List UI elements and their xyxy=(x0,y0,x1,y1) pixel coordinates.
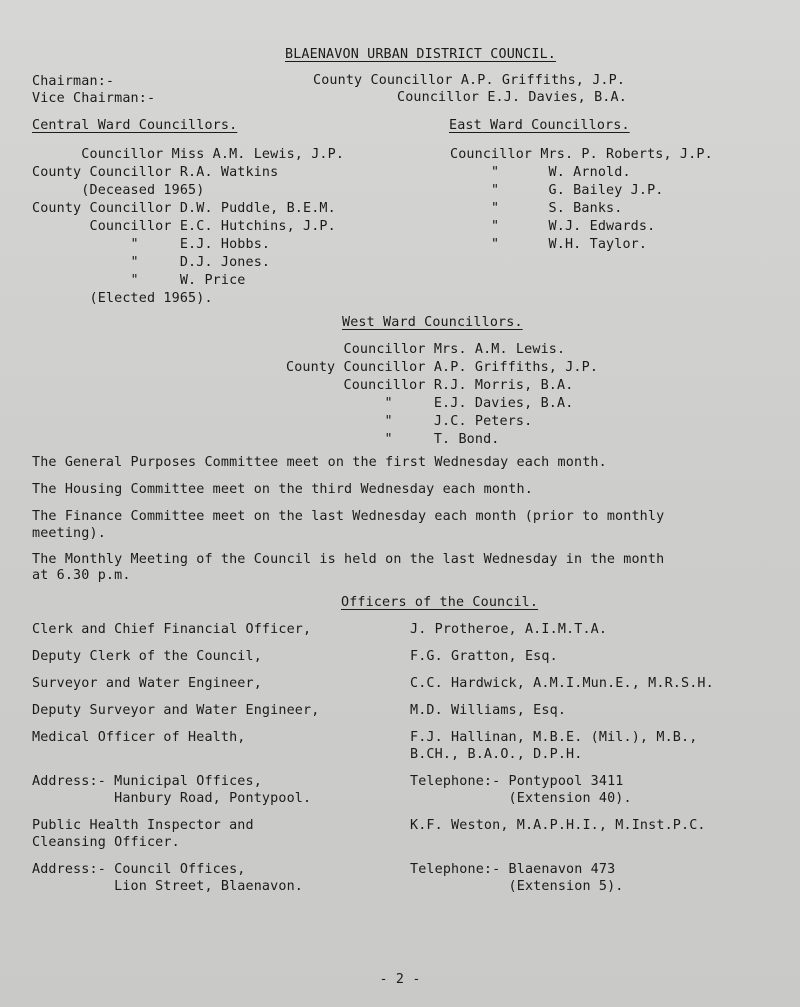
central-ward-line: (Deceased 1965) xyxy=(32,183,205,198)
officer-name: F.J. Hallinan, M.B.E. (Mil.), M.B., xyxy=(410,730,698,745)
meeting-line: The Monthly Meeting of the Council is held on the last Wednesday in the month xyxy=(32,552,665,567)
officer-telephone: (Extension 40). xyxy=(410,791,632,806)
central-ward-heading: Central Ward Councillors. xyxy=(32,118,238,133)
meeting-line: The Finance Committee meet on the last Wednesday each month (prior to monthly xyxy=(32,509,665,524)
officers-heading: Officers of the Council. xyxy=(341,595,539,610)
vice-chairman-label: Vice Chairman:- xyxy=(32,91,156,106)
officer-role: Deputy Surveyor and Water Engineer, xyxy=(32,703,320,718)
officer-name: F.G. Gratton, Esq. xyxy=(410,649,558,664)
meeting-line: The Housing Committee meet on the third Wednesday each month. xyxy=(32,482,533,497)
officer-role: Surveyor and Water Engineer, xyxy=(32,676,262,691)
chairman-name: County Councillor A.P. Griffiths, J.P. xyxy=(313,73,626,88)
west-ward-line: County Councillor A.P. Griffiths, J.P. xyxy=(286,360,599,375)
officer-address: Address:- Council Offices, xyxy=(32,862,246,877)
west-ward-line: " E.J. Davies, B.A. xyxy=(286,396,574,411)
west-ward-line: " J.C. Peters. xyxy=(286,414,533,429)
west-ward-line: " T. Bond. xyxy=(286,432,500,447)
meeting-line: meeting). xyxy=(32,526,106,541)
east-ward-line: " G. Bailey J.P. xyxy=(450,183,664,198)
central-ward-line: Councillor Miss A.M. Lewis, J.P. xyxy=(32,147,345,162)
central-ward-line: " E.J. Hobbs. xyxy=(32,237,271,252)
central-ward-line: " W. Price xyxy=(32,273,246,288)
central-ward-line: " D.J. Jones. xyxy=(32,255,271,270)
officer-role: Deputy Clerk of the Council, xyxy=(32,649,262,664)
central-ward-line: County Councillor D.W. Puddle, B.E.M. xyxy=(32,201,336,216)
central-ward-line: (Elected 1965). xyxy=(32,291,213,306)
officer-address: Address:- Municipal Offices, xyxy=(32,774,262,789)
chairman-label: Chairman:- xyxy=(32,74,115,89)
officer-telephone: (Extension 5). xyxy=(410,879,624,894)
officer-name: K.F. Weston, M.A.P.H.I., M.Inst.P.C. xyxy=(410,818,706,833)
meeting-line: The General Purposes Committee meet on the first Wednesday each month. xyxy=(32,455,607,470)
officer-name: C.C. Hardwick, A.M.I.Mun.E., M.R.S.H. xyxy=(410,676,714,691)
east-ward-line: " W.J. Edwards. xyxy=(450,219,656,234)
meeting-line: at 6.30 p.m. xyxy=(32,568,131,583)
officer-role: Cleansing Officer. xyxy=(32,835,180,850)
officer-role: Medical Officer of Health, xyxy=(32,730,246,745)
west-ward-line: Councillor Mrs. A.M. Lewis. xyxy=(286,342,566,357)
west-ward-line: Councillor R.J. Morris, B.A. xyxy=(286,378,574,393)
east-ward-line: Councillor Mrs. P. Roberts, J.P. xyxy=(450,147,713,162)
east-ward-heading: East Ward Councillors. xyxy=(449,118,630,133)
east-ward-line: " W.H. Taylor. xyxy=(450,237,648,252)
officer-telephone: Telephone:- Pontypool 3411 xyxy=(410,774,624,789)
officer-address: Hanbury Road, Pontypool. xyxy=(32,791,312,806)
officer-name: J. Protheroe, A.I.M.T.A. xyxy=(410,622,608,637)
officer-role: Clerk and Chief Financial Officer, xyxy=(32,622,312,637)
east-ward-line: " W. Arnold. xyxy=(450,165,631,180)
west-ward-heading: West Ward Councillors. xyxy=(342,315,523,330)
officer-telephone: Telephone:- Blaenavon 473 xyxy=(410,862,616,877)
central-ward-line: County Councillor R.A. Watkins xyxy=(32,165,279,180)
officer-address: Lion Street, Blaenavon. xyxy=(32,879,303,894)
east-ward-line: " S. Banks. xyxy=(450,201,623,216)
vice-chairman-name: Councillor E.J. Davies, B.A. xyxy=(397,90,627,105)
officer-name: B.CH., B.A.O., D.P.H. xyxy=(410,747,583,762)
officer-name: M.D. Williams, Esq. xyxy=(410,703,567,718)
officer-role: Public Health Inspector and xyxy=(32,818,254,833)
document-title: BLAENAVON URBAN DISTRICT COUNCIL. xyxy=(285,47,556,62)
page-number: - 2 - xyxy=(379,972,421,987)
central-ward-line: Councillor E.C. Hutchins, J.P. xyxy=(32,219,336,234)
